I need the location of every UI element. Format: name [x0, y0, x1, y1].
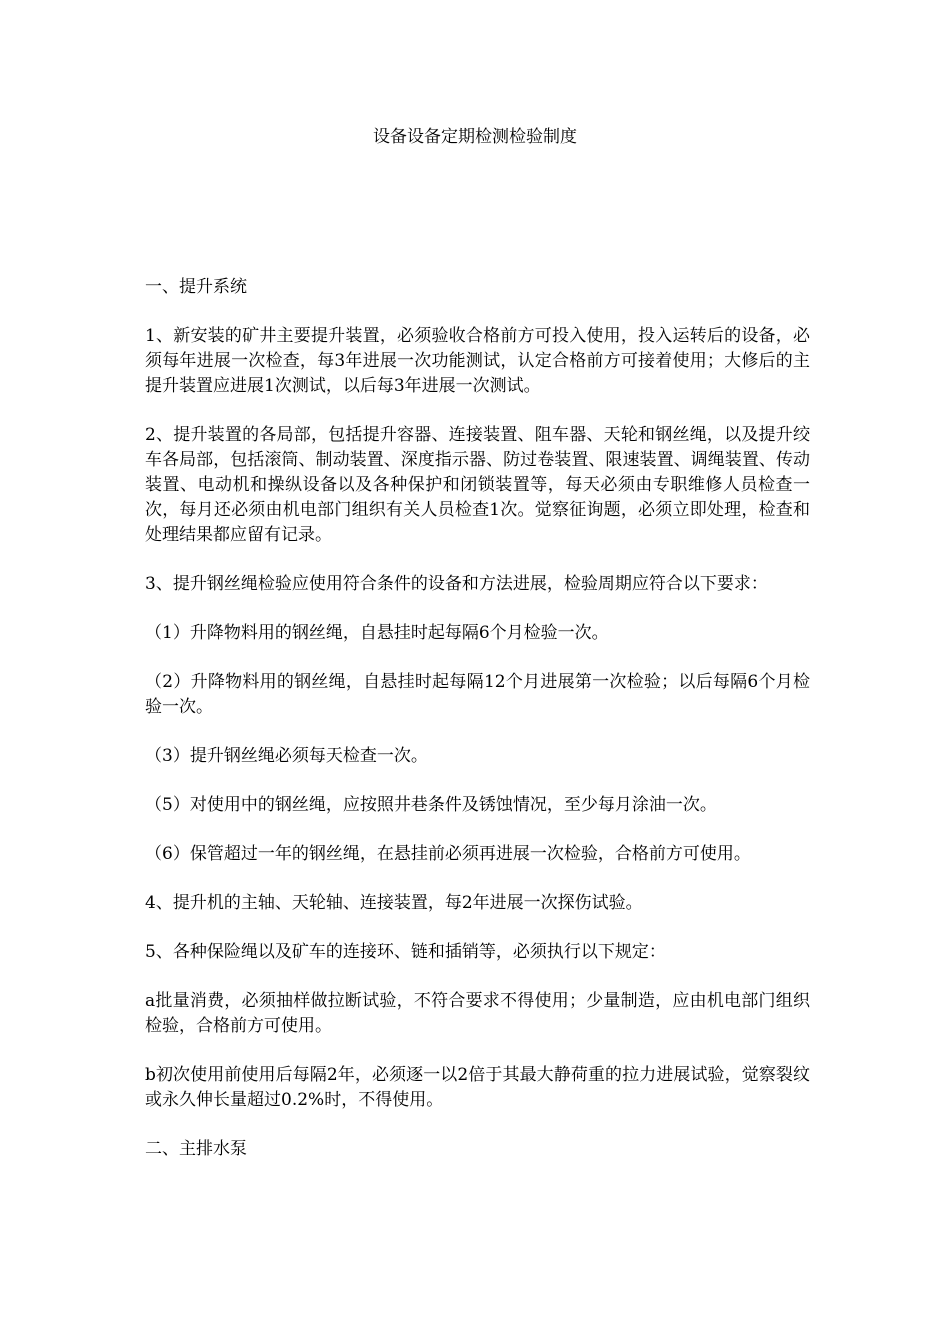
list-item: a批量消费，必须抽样做拉断试验，不符合要求不得使用；少量制造，应由机电部门组织检验，合格前方可使用。	[145, 991, 810, 1036]
paragraph: 5、各种保险绳以及矿车的连接环、链和插销等，必须执行以下规定：	[145, 942, 666, 962]
section-heading: 二、主排水泵	[145, 1139, 247, 1159]
paragraph: 1、新安装的矿井主要提升装置，必须验收合格前方可投入使用，投入运转后的设备，必须每年进展一次检查，每3年进展一次功能测试，认定合格前方可接着使用；大修后的主提升装置应进展1次测试，以后每3年进展一次测试。	[145, 326, 810, 396]
list-item: b初次使用前使用后每隔2年，必须逐一以2倍于其最大静荷重的拉力进展试验，觉察裂纹或永久伸长量超过0.2%时，不得使用。	[145, 1065, 810, 1110]
document-body	[145, 275, 810, 1186]
list-item: （3）提升钢丝绳必须每天检查一次。	[145, 746, 428, 766]
list-item: （5）对使用中的钢丝绳，应按照井巷条件及锈蚀情况，至少每月涂油一次。	[145, 795, 717, 815]
list-item: （6）保管超过一年的钢丝绳，在悬挂前必须再进展一次检验，合格前方可使用。	[145, 844, 751, 864]
document-title: 设备设备定期检测检验制度	[373, 127, 577, 147]
list-item: （1）升降物料用的钢丝绳，自悬挂时起每隔6个月检验一次。	[145, 623, 609, 643]
paragraph: 4、提升机的主轴、天轮轴、连接装置，每2年进展一次探伤试验。	[145, 893, 643, 913]
paragraph: 3、提升钢丝绳检验应使用符合条件的设备和方法进展，检验周期应符合以下要求：	[145, 574, 768, 594]
list-item: （2）升降物料用的钢丝绳，自悬挂时起每隔12个月进展第一次检验；以后每隔6个月检验一次。	[145, 672, 810, 717]
section-heading: 一、提升系统	[145, 277, 247, 297]
paragraph: 2、提升装置的各局部，包括提升容器、连接装置、阻车器、天轮和钢丝绳，以及提升绞车各局部，包括滚筒、制动装置、深度指示器、防过卷装置、限速装置、调绳装置、传动装置、电动机和操纵设备以及各种保护和闭锁装置等，每天必须由专职维修人员检查一次，每月还必须由机电部门组织有关人员检查1次。觉察征询题，必须立即处理，检查和处理结果都应留有记录。	[145, 425, 810, 545]
